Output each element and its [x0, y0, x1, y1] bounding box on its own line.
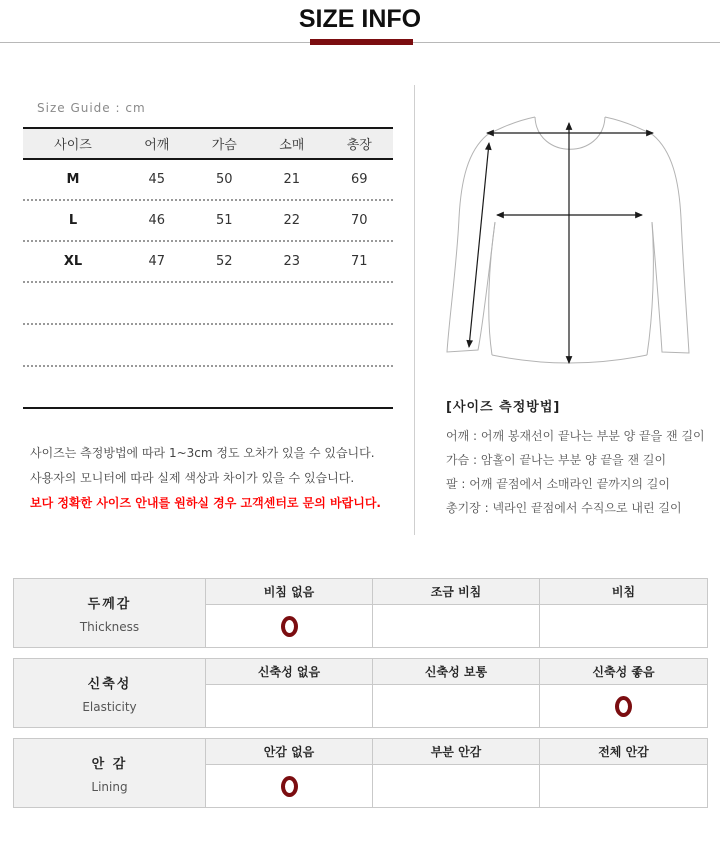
col-header-sleeve: 소매	[279, 138, 305, 153]
size-table-header	[23, 127, 393, 160]
elasticity-label-cell	[14, 659, 206, 727]
option-cell	[540, 765, 707, 807]
sleeve-value: 23	[283, 254, 301, 269]
lining-label-ko: 안 감	[91, 756, 128, 772]
note-contact-warning: 보다 정확한 사이즈 안내를 원하실 경우 고객센터로 문의 바랍니다.	[30, 496, 381, 510]
option-header: 전체 안감	[540, 739, 707, 765]
chest-value: 50	[215, 172, 233, 187]
size-label: M	[66, 172, 80, 187]
option-cell	[540, 605, 707, 647]
thickness-label-cell	[14, 579, 206, 647]
option-header: 비침 없음	[206, 579, 373, 605]
shirt-outline	[447, 117, 689, 363]
lining-label-en: Lining	[91, 779, 128, 794]
option-header: 안감 없음	[206, 739, 373, 765]
option-header: 조금 비침	[373, 579, 540, 605]
chest-value: 52	[215, 254, 233, 269]
option-header: 신축성 보통	[373, 659, 540, 685]
thickness-label-ko: 두께감	[87, 596, 132, 612]
sleeve-value: 22	[283, 213, 301, 228]
option-cell	[206, 765, 373, 807]
option-cell	[373, 605, 540, 647]
shirt-measurement-diagram	[425, 80, 715, 380]
selected-mark	[281, 616, 298, 637]
size-table	[23, 127, 393, 409]
empty-table-row	[23, 283, 393, 325]
col-header-chest: 가슴	[211, 138, 237, 153]
length-value: 69	[350, 172, 368, 187]
measure-shoulder: 어깨 : 어깨 봉재선이 끝나는 부분 양 끝을 잰 길이	[446, 429, 705, 443]
col-header-length: 총장	[346, 138, 372, 153]
title-accent-bar	[310, 39, 413, 45]
shoulder-value: 45	[148, 172, 166, 187]
elasticity-options	[206, 659, 707, 727]
empty-table-row	[23, 367, 393, 409]
measure-length: 총기장 : 넥라인 끝점에서 수직으로 내린 길이	[446, 501, 682, 515]
option-cell	[373, 765, 540, 807]
size-notes	[30, 441, 381, 516]
length-value: 70	[350, 213, 368, 228]
table-row	[23, 160, 393, 201]
option-header: 부분 안감	[373, 739, 540, 765]
measuring-method-title: [사이즈 측정방법]	[446, 400, 561, 415]
thickness-label-en: Thickness	[79, 619, 140, 634]
option-header: 비침	[540, 579, 707, 605]
option-cell	[206, 685, 373, 727]
measure-chest: 가슴 : 암홀이 끝나는 부분 양 끝을 잰 길이	[446, 453, 667, 467]
column-divider-line	[414, 85, 415, 535]
size-label: L	[68, 213, 78, 228]
page-title: SIZE INFO	[298, 5, 422, 33]
col-header-shoulder: 어깨	[144, 138, 170, 153]
option-cell	[373, 685, 540, 727]
sleeve-value: 21	[283, 172, 301, 187]
table-row	[23, 242, 393, 283]
sleeve-arrow	[469, 143, 489, 347]
lining-label-cell	[14, 739, 206, 807]
lining-options	[206, 739, 707, 807]
thickness-options	[206, 579, 707, 647]
option-header: 신축성 없음	[206, 659, 373, 685]
chest-value: 51	[215, 213, 233, 228]
selected-mark	[615, 696, 632, 717]
table-row	[23, 201, 393, 242]
size-guide-unit-label: Size Guide : cm	[37, 101, 146, 115]
elasticity-table	[13, 658, 708, 728]
option-cell	[540, 685, 707, 727]
shoulder-value: 47	[148, 254, 166, 269]
option-cell	[206, 605, 373, 647]
selected-mark	[281, 776, 298, 797]
note-tolerance: 사이즈는 측정방법에 따라 1~3cm 정도 오차가 있을 수 있습니다.	[30, 446, 375, 460]
elasticity-label-en: Elasticity	[82, 699, 137, 714]
size-label: XL	[63, 254, 83, 269]
col-header-size: 사이즈	[54, 138, 92, 153]
thickness-table	[13, 578, 708, 648]
length-value: 71	[350, 254, 368, 269]
measuring-method-lines	[446, 424, 716, 520]
measure-arm: 팔 : 어깨 끝점에서 소매라인 끝까지의 길이	[446, 477, 670, 491]
option-header: 신축성 좋음	[540, 659, 707, 685]
lining-table	[13, 738, 708, 808]
measuring-method	[446, 396, 716, 520]
empty-table-row	[23, 325, 393, 367]
elasticity-label-ko: 신축성	[87, 676, 132, 692]
shoulder-value: 46	[148, 213, 166, 228]
note-monitor: 사용자의 모니터에 따라 실제 색상과 차이가 있을 수 있습니다.	[30, 471, 355, 485]
